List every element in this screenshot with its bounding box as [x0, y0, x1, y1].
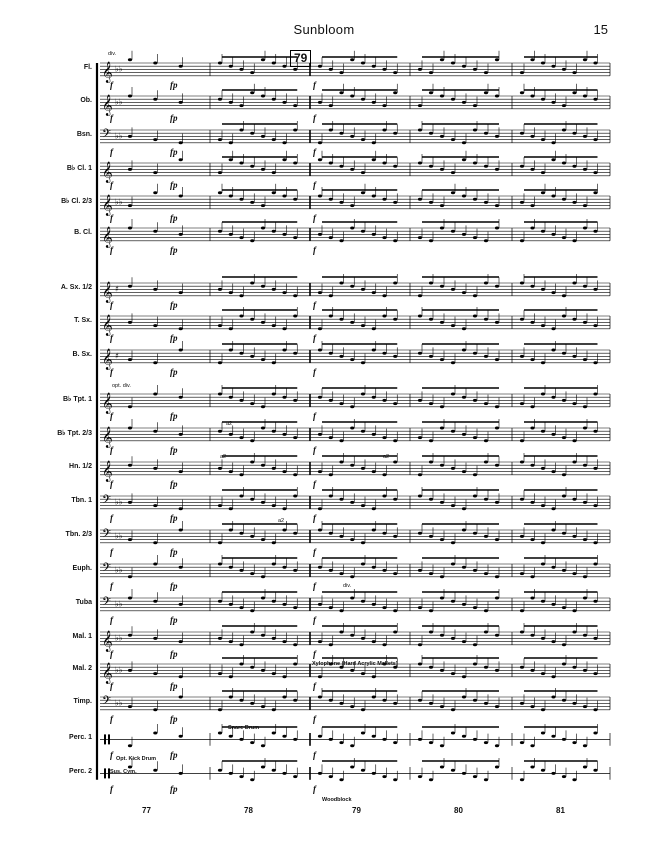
annotation-sus-cym: Sus. Cym.	[110, 769, 137, 775]
treble-clef-icon: 𝄞	[102, 61, 113, 83]
dynamic-fp: fp	[170, 478, 178, 489]
dynamic-f: f	[313, 512, 316, 523]
treble-clef-icon: 𝄞	[102, 281, 113, 303]
staff	[100, 758, 610, 781]
dynamic-f: f	[110, 179, 113, 190]
dynamic-f: f	[110, 444, 113, 455]
instrument-label: Tbn. 2/3	[65, 531, 92, 539]
annotation-a2-hn-79: a2	[383, 454, 390, 460]
staff	[100, 487, 610, 510]
instrument-label: Tuba	[75, 599, 92, 607]
dynamic-f: f	[110, 478, 113, 489]
dynamic-fp: fp	[170, 212, 178, 223]
dynamic-f: f	[313, 783, 316, 794]
dynamic-fp: fp	[170, 332, 178, 343]
dynamic-f: f	[313, 299, 316, 310]
dynamic-f: f	[110, 749, 113, 760]
staff	[100, 453, 610, 482]
treble-clef-icon: 𝄞	[102, 194, 113, 216]
treble-clef-icon: 𝄞	[102, 630, 113, 652]
dynamic-f: f	[313, 580, 316, 591]
dynamic-fp: fp	[170, 546, 178, 557]
dynamic-fp: fp	[170, 512, 178, 523]
instrument-label: B♭ Cl. 1	[66, 165, 92, 173]
dynamic-f: f	[110, 713, 113, 724]
instrument-label: Timp.	[73, 698, 92, 706]
measure-number: 77	[142, 806, 151, 815]
dynamic-f: f	[313, 478, 316, 489]
bass-clef-icon: 𝄢	[102, 595, 112, 612]
instrument-label: Bsn.	[76, 131, 92, 139]
dynamic-f: f	[110, 332, 113, 343]
staff	[100, 307, 610, 336]
key-signature-icon: ♭♭	[115, 64, 123, 74]
key-signature-icon: ♭♭	[115, 565, 123, 575]
dynamic-f: f	[313, 79, 316, 90]
dynamic-f: f	[110, 146, 113, 157]
treble-clef-icon: 𝄞	[102, 426, 113, 448]
dynamic-f: f	[313, 179, 316, 190]
dynamic-f: f	[313, 146, 316, 157]
key-signature-icon: ♭♭	[115, 531, 123, 541]
treble-clef-icon: 𝄞	[102, 662, 113, 684]
dynamic-fp: fp	[170, 299, 178, 310]
instrument-label: B. Sx.	[72, 351, 92, 359]
instrument-label: B♭ Tpt. 2/3	[57, 430, 92, 438]
treble-clef-icon: 𝄞	[102, 392, 113, 414]
dynamic-f: f	[110, 299, 113, 310]
annotation-xylophone: Xylophone (Hard Acrylic Mallets)	[312, 661, 398, 667]
staff	[100, 724, 610, 747]
dynamic-fp: fp	[170, 783, 178, 794]
key-signature-icon: ♭♭	[115, 665, 123, 675]
dynamic-f: f	[110, 648, 113, 659]
dynamic-f: f	[313, 713, 316, 724]
annotation-div-tuba: div.	[343, 583, 352, 589]
dynamic-f: f	[313, 546, 316, 557]
staff	[100, 623, 610, 652]
dynamic-f: f	[110, 546, 113, 557]
dynamic-f: f	[313, 212, 316, 223]
annotation-div: div.	[108, 51, 117, 57]
treble-clef-icon: 𝄞	[102, 348, 113, 370]
dynamic-fp: fp	[170, 146, 178, 157]
key-signature-icon: ♭♭	[115, 497, 123, 507]
dynamic-f: f	[110, 680, 113, 691]
key-signature-icon: ♭♭	[115, 131, 123, 141]
dynamic-f: f	[110, 512, 113, 523]
dynamic-fp: fp	[170, 713, 178, 724]
dynamic-f: f	[110, 783, 113, 794]
instrument-label: Euph.	[72, 565, 92, 573]
dynamic-f: f	[110, 410, 113, 421]
dynamic-fp: fp	[170, 614, 178, 625]
key-signature-icon: ♭♭	[115, 197, 123, 207]
instrument-label: Perc. 1	[69, 734, 92, 742]
measure-number: 80	[454, 806, 463, 815]
annotation-a2-hn: a2	[220, 454, 227, 460]
dynamic-fp: fp	[170, 179, 178, 190]
dynamic-f: f	[110, 244, 113, 255]
instrument-label: T. Sx.	[74, 317, 92, 325]
dynamic-f: f	[110, 614, 113, 625]
bass-clef-icon: 𝄢	[102, 561, 112, 578]
annotation-a2-tbn: a2	[278, 518, 285, 524]
dynamic-f: f	[313, 332, 316, 343]
treble-clef-icon: 𝄞	[102, 226, 113, 248]
bass-clef-icon: 𝄢	[102, 127, 112, 144]
annotation-opt-div: opt. div.	[112, 383, 131, 389]
dynamic-f: f	[313, 366, 316, 377]
dynamic-fp: fp	[170, 79, 178, 90]
page-title: Sunbloom	[293, 22, 355, 37]
key-signature-icon: ♭♭	[115, 633, 123, 643]
bass-clef-icon: 𝄢	[102, 694, 112, 711]
dynamic-fp: fp	[170, 366, 178, 377]
staff	[100, 341, 610, 370]
staff	[100, 589, 610, 612]
instrument-label: Hn. 1/2	[69, 463, 92, 471]
staff	[100, 385, 610, 414]
key-signature-icon: ♯	[115, 284, 119, 294]
annotation-a2-tpt: a2	[226, 421, 233, 427]
dynamic-f: f	[110, 580, 113, 591]
key-signature-icon: ♭♭	[115, 599, 123, 609]
dynamic-f: f	[313, 680, 316, 691]
dynamic-f: f	[313, 444, 316, 455]
dynamic-fp: fp	[170, 444, 178, 455]
dynamic-f: f	[110, 366, 113, 377]
annotation-kick-drum: Opt. Kick Drum	[116, 756, 157, 762]
instrument-label: B♭ Tpt. 1	[63, 396, 92, 404]
dynamic-f: f	[313, 410, 316, 421]
measure-number: 78	[244, 806, 253, 815]
instrument-label: Mal. 1	[72, 633, 92, 641]
staff	[100, 419, 610, 448]
dynamic-fp: fp	[170, 410, 178, 421]
instrument-label: Perc. 2	[69, 768, 92, 776]
dynamic-f: f	[110, 212, 113, 223]
rehearsal-mark: 79	[290, 50, 311, 67]
annotation-snare-drum: Snare Drum	[228, 725, 260, 731]
instrument-label: A. Sx. 1/2	[60, 284, 92, 292]
instrument-label: Mal. 2	[72, 665, 92, 673]
instrument-label: B. Cl.	[74, 229, 92, 237]
staff	[100, 121, 610, 144]
staff	[100, 274, 610, 303]
dynamic-fp: fp	[170, 749, 178, 760]
staff	[100, 521, 610, 544]
treble-clef-icon: 𝄞	[102, 161, 113, 183]
dynamic-f: f	[313, 244, 316, 255]
staff	[100, 219, 610, 248]
dynamic-f: f	[313, 614, 316, 625]
staff	[100, 688, 610, 711]
bass-clef-icon: 𝄢	[102, 493, 112, 510]
dynamic-fp: fp	[170, 648, 178, 659]
staff	[100, 51, 610, 83]
instrument-label: Tbn. 1	[71, 497, 92, 505]
page-number: 15	[593, 22, 608, 37]
instrument-label: Fl.	[83, 64, 92, 72]
bass-clef-icon: 𝄢	[102, 527, 112, 544]
dynamic-f: f	[110, 79, 113, 90]
dynamic-fp: fp	[170, 680, 178, 691]
instrument-label: Ob.	[80, 97, 92, 105]
treble-clef-icon: 𝄞	[102, 314, 113, 336]
key-signature-icon: ♭♭	[115, 97, 123, 107]
dynamic-f: f	[313, 749, 316, 760]
key-signature-icon: ♭♭	[115, 698, 123, 708]
dynamic-fp: fp	[170, 112, 178, 123]
dynamic-f: f	[313, 648, 316, 659]
measure-number: 81	[556, 806, 565, 815]
treble-clef-icon: 𝄞	[102, 460, 113, 482]
treble-clef-icon: 𝄞	[102, 94, 113, 116]
dynamic-f: f	[110, 112, 113, 123]
dynamic-fp: fp	[170, 244, 178, 255]
staff	[100, 555, 610, 578]
measure-number: 79	[352, 806, 361, 815]
staff	[100, 655, 610, 684]
key-signature-icon: ♯	[115, 351, 119, 361]
dynamic-f: f	[313, 112, 316, 123]
instrument-label: B♭ Cl. 2/3	[61, 198, 92, 206]
annotation-woodblock: Woodblock	[322, 797, 352, 803]
dynamic-fp: fp	[170, 580, 178, 591]
